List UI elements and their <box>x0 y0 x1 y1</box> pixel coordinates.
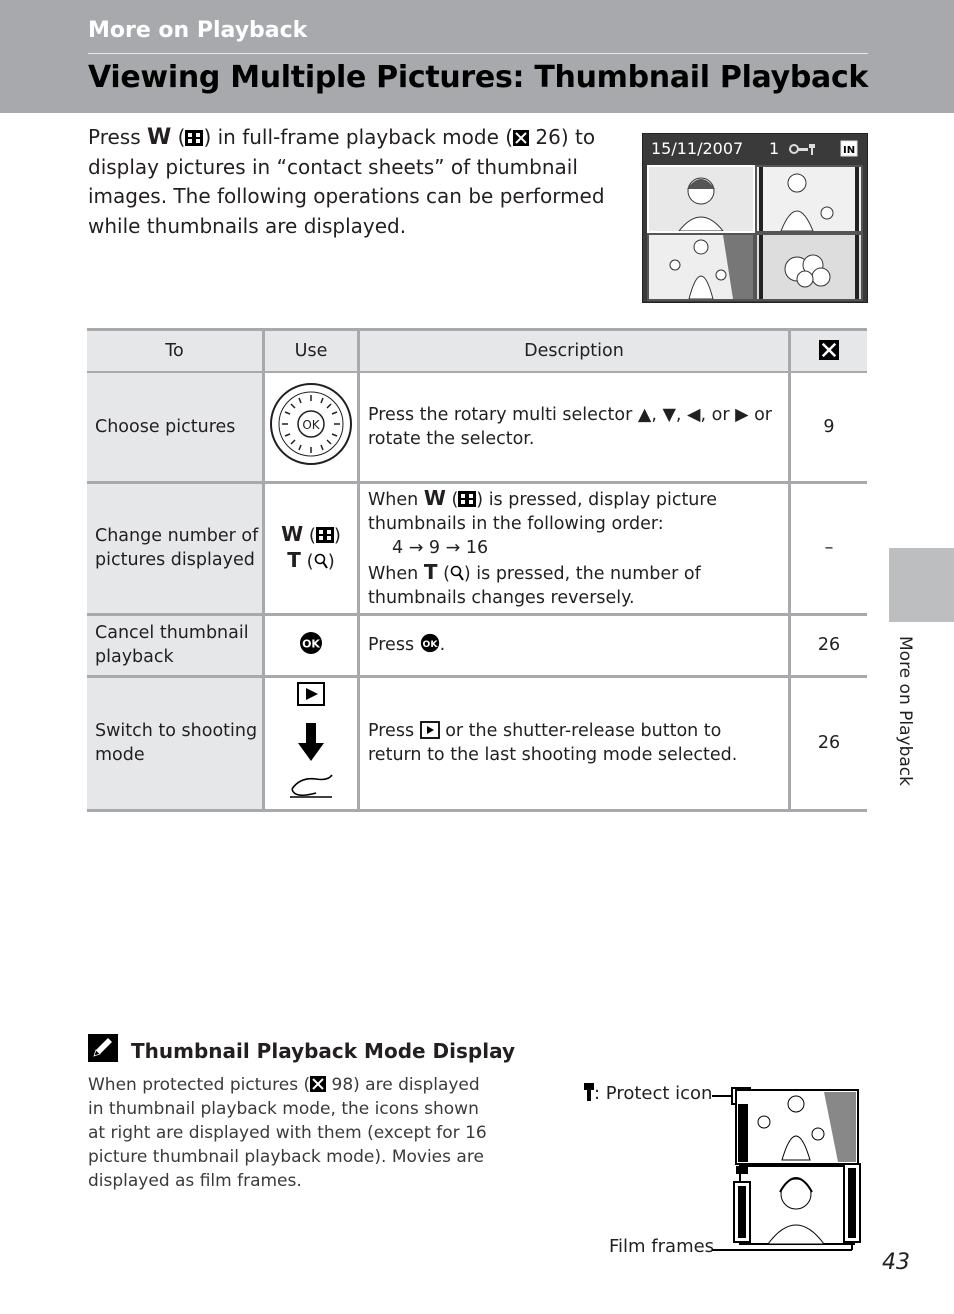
playback-button-icon <box>420 721 440 739</box>
thumbnail-2 <box>755 165 863 233</box>
header-use: Use <box>264 330 359 373</box>
table-row <box>87 614 867 676</box>
page-reference-icon <box>513 130 529 146</box>
screen-frame-number: 1 <box>769 139 780 158</box>
section-title: More on Playback <box>88 18 308 43</box>
thumbnail-grid-icon <box>316 527 334 543</box>
row-action: Choose pictures <box>87 372 264 482</box>
w-key-label: W <box>147 125 172 150</box>
table-row <box>87 676 867 810</box>
rotary-multi-selector-icon <box>269 382 353 466</box>
row-description: Press OK . <box>359 614 790 676</box>
t-key-label: T <box>287 548 301 572</box>
header-description: Description <box>359 330 790 373</box>
svg-text:OK: OK <box>422 638 438 650</box>
row-reference: – <box>790 482 868 614</box>
row-description: Press the rotary multi selector ▲, ▼, ◀, or ▶ or rotate the selector. <box>359 372 790 482</box>
note-title: Thumbnail Playback Mode Display <box>131 1039 515 1063</box>
note-text: When protected pictures ( 98) are displayed in thumbnail playback mode, the icons shown at right are displayed with them (except for 16 picture thumbnail playback mode). Movies are displayed as film frames. <box>88 1075 487 1191</box>
row-description: When W ( ) is pressed, display picture thumbnails in the following order: 4 → 9 → 16 When T ( ) is pressed, the number of thumbnails changes reversely. <box>359 482 790 614</box>
page-number: 43 <box>882 1250 910 1275</box>
svg-text:OK: OK <box>302 637 320 650</box>
internal-memory-icon <box>840 140 858 157</box>
header-to: To <box>87 330 264 373</box>
svg-text:OK: OK <box>302 418 320 433</box>
note-pencil-icon <box>88 1034 118 1062</box>
protect-icon-label: : Protect icon <box>584 1083 712 1104</box>
protect-icon <box>584 1083 594 1101</box>
table-row <box>87 372 867 482</box>
row-description: Press or the shutter-release button to return to the last shooting mode selected. <box>359 676 790 810</box>
table-row <box>87 482 867 614</box>
row-control <box>264 372 359 482</box>
row-action: Switch to shooting mode <box>87 676 264 810</box>
protect-key-icon <box>789 142 817 156</box>
film-frames-label: Film frames <box>609 1236 715 1257</box>
side-tab <box>889 548 954 622</box>
intro-paragraph: Press W ( ) in full-frame playback mode ( 26) to display pictures in “contact sheets” of thumbnail images. The following operations can be performed while thumbnails are displayed. <box>88 125 605 238</box>
thumbnail-4 <box>755 233 863 301</box>
header-divider <box>88 53 868 54</box>
row-reference: 9 <box>790 372 868 482</box>
row-action: Cancel thumbnail playback <box>87 614 264 676</box>
page-header <box>0 0 954 113</box>
ok-button-icon <box>420 633 440 653</box>
zoom-magnifier-icon <box>450 565 464 581</box>
row-reference: 26 <box>790 614 868 676</box>
row-control <box>264 676 359 810</box>
ok-button-icon <box>299 631 323 655</box>
row-reference: 26 <box>790 676 868 810</box>
header-reference <box>790 330 868 373</box>
playback-to-shutter-icon <box>276 679 346 803</box>
svg-text:IN: IN <box>843 145 856 156</box>
zoom-magnifier-icon <box>314 553 328 569</box>
camera-screen-illustration <box>642 133 868 303</box>
thumbnail-grid-icon <box>185 130 203 146</box>
page-title: Viewing Multiple Pictures: Thumbnail Playback <box>88 60 869 95</box>
page-reference-icon <box>310 1076 326 1092</box>
row-action: Change number of pictures displayed <box>87 482 264 614</box>
thumbnail-3 <box>647 233 755 301</box>
operations-table <box>87 328 867 812</box>
protect-and-film-illustration <box>712 1082 862 1257</box>
row-control <box>264 614 359 676</box>
thumbnail-1 <box>647 165 755 233</box>
side-tab-label: More on Playback <box>895 636 915 786</box>
w-key-label: W <box>281 522 304 546</box>
page-reference-icon <box>819 340 839 360</box>
row-control: W ( ) T ( ) <box>264 482 359 614</box>
thumbnail-grid-icon <box>458 491 476 507</box>
screen-date: 15/11/2007 <box>651 139 744 158</box>
table-header-row <box>87 330 867 373</box>
